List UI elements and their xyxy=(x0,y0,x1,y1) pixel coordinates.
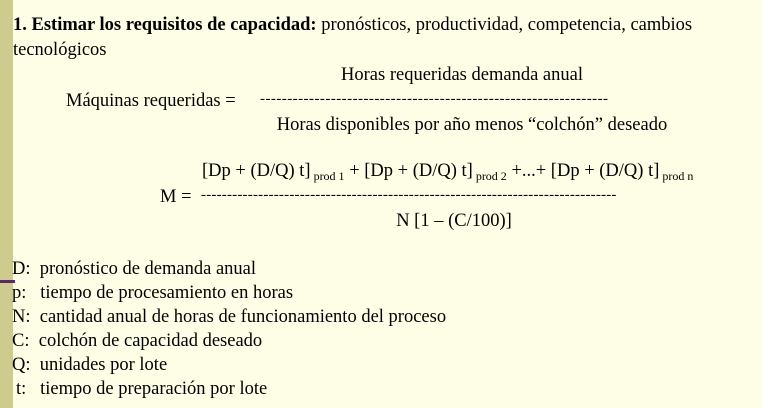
formula2-term3: +...+ [Dp + (D/Q) t] xyxy=(506,161,660,181)
formula2-numerator xyxy=(202,160,693,183)
definition-t: t: tiempo de preparación por lote xyxy=(16,379,268,399)
slide-heading xyxy=(13,14,692,36)
formula2-term2: + [Dp + (D/Q) t] xyxy=(344,161,473,181)
formula2-fraction-bar: -------------------------------------------------------------------------------- xyxy=(201,187,617,203)
formula1-numerator: Horas requeridas demanda anual xyxy=(341,65,583,85)
formula1-denominator: Horas disponibles por año menos “colchón” deseado xyxy=(276,115,668,135)
formula2-term1: [Dp + (D/Q) t] xyxy=(202,161,311,181)
formula2-sub1: prod 1 xyxy=(313,169,345,183)
heading-bold: 1. Estimar los requisitos de capacidad: xyxy=(13,15,317,35)
definition-c: C: colchón de capacidad deseado xyxy=(12,331,263,351)
formula2-lhs: M = xyxy=(160,187,192,207)
formula2-denominator: N [1 – (C/100)] xyxy=(396,211,512,231)
heading-line2: tecnológicos xyxy=(13,40,107,60)
formula1-lhs: Máquinas requeridas = xyxy=(66,91,236,111)
formula1-fraction-bar: ---------------------------------------------------------------- xyxy=(260,91,609,107)
definition-q: Q: unidades por lote xyxy=(12,355,168,375)
heading-rest: pronósticos, productividad, competencia, cambios xyxy=(316,15,693,35)
formula2-subn: prod n xyxy=(662,169,694,183)
definition-n: N: cantidad anual de horas de funcionamiento del proceso xyxy=(12,307,447,327)
definition-p: p: tiempo de procesamiento en horas xyxy=(12,283,294,303)
formula2-sub2: prod 2 xyxy=(475,169,507,183)
definition-d: D: pronóstico de demanda anual xyxy=(12,259,257,279)
